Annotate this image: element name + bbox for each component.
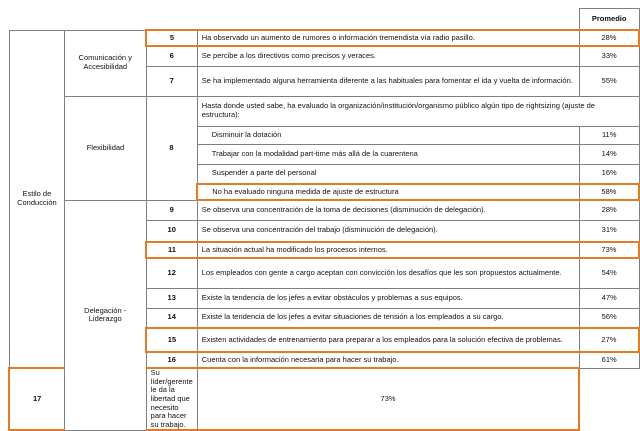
row-number: 15	[146, 328, 197, 352]
section-label: Estilo de Conducción	[9, 30, 65, 368]
row-number: 16	[146, 352, 197, 368]
header-row	[9, 9, 639, 31]
row-text: Se percibe a los directivos como precisos y veraces.	[197, 46, 579, 66]
row-text: Se ha implementado alguna herramienta diferente a las habituales para fomentar el ida y vuelta de información.	[197, 66, 579, 96]
survey-table-container	[8, 8, 640, 431]
row-text: Los empleados con gente a cargo aceptan con convicción los desafíos que les son propuestos actualmente.	[197, 258, 579, 288]
row-text: Existe la tendencia de los jefes a evitar situaciones de tensión a los empleados a su cargo.	[197, 308, 579, 328]
row-text: Su líder/gerente le da la libertad que necesito para hacer su trabajo.	[146, 368, 197, 430]
row-number: 13	[146, 288, 197, 308]
row-percent: 58%	[579, 184, 639, 200]
row-text: Se observa una concentración del trabajo (disminución de delegación).	[197, 220, 579, 242]
row-percent: 73%	[197, 368, 579, 430]
group-label-delegacion: Delegación - Liderazgo	[65, 200, 146, 430]
row-text: Hasta donde usted sabe, ha evaluado la organización/institución/organismo público algún tipo de rightsizing (ajuste de estructura):	[197, 96, 639, 126]
row-text: No ha evaluado ninguna medida de ajuste de estructura	[197, 184, 579, 200]
row-number: 5	[146, 30, 197, 46]
row-percent: 56%	[579, 308, 639, 328]
survey-table	[8, 8, 640, 431]
promedio-header: Promedio	[579, 9, 639, 31]
row-text: Suspender a parte del personal	[197, 164, 579, 184]
row-number: 17	[9, 368, 65, 430]
row-percent: 73%	[579, 242, 639, 258]
group-label-comunicacion: Comunicación y Accesibilidad	[65, 30, 146, 96]
row-percent: 31%	[579, 220, 639, 242]
row-percent: 27%	[579, 328, 639, 352]
table-row	[9, 30, 639, 46]
row-text: Se observa una concentración de la toma de decisiones (disminución de delegación).	[197, 200, 579, 220]
row-text: Ha observado un aumento de rumores o información tremendista vía radio pasillo.	[197, 30, 579, 46]
row-number: 9	[146, 200, 197, 220]
row-percent: 28%	[579, 30, 639, 46]
row-text: Cuenta con la información necesaria para hacer su trabajo.	[197, 352, 579, 368]
row-text: La situación actual ha modificado los procesos internos.	[197, 242, 579, 258]
row-number: 8	[146, 96, 197, 200]
row-text: Existen actividades de entrenamiento para preparar a los empleados para la solución efectiva de problemas.	[197, 328, 579, 352]
row-number: 6	[146, 46, 197, 66]
table-row	[9, 200, 639, 220]
group-label-flexibilidad: Flexibilidad	[65, 96, 146, 200]
row-percent: 33%	[579, 46, 639, 66]
row-percent: 28%	[579, 200, 639, 220]
row-number: 12	[146, 258, 197, 288]
row-percent: 47%	[579, 288, 639, 308]
row-percent: 11%	[579, 126, 639, 144]
row-percent: 61%	[579, 352, 639, 368]
row-number: 7	[146, 66, 197, 96]
row-percent: 54%	[579, 258, 639, 288]
row-percent: 55%	[579, 66, 639, 96]
row-text: Trabajar con la modalidad part-time más allá de la cuarentena	[197, 144, 579, 164]
row-text: Disminuir la dotación	[197, 126, 579, 144]
table-row	[9, 96, 639, 126]
row-percent: 16%	[579, 164, 639, 184]
row-percent: 14%	[579, 144, 639, 164]
row-number: 10	[146, 220, 197, 242]
row-number: 14	[146, 308, 197, 328]
row-text: Existe la tendencia de los jefes a evitar obstáculos y problemas a sus equipos.	[197, 288, 579, 308]
row-number: 11	[146, 242, 197, 258]
